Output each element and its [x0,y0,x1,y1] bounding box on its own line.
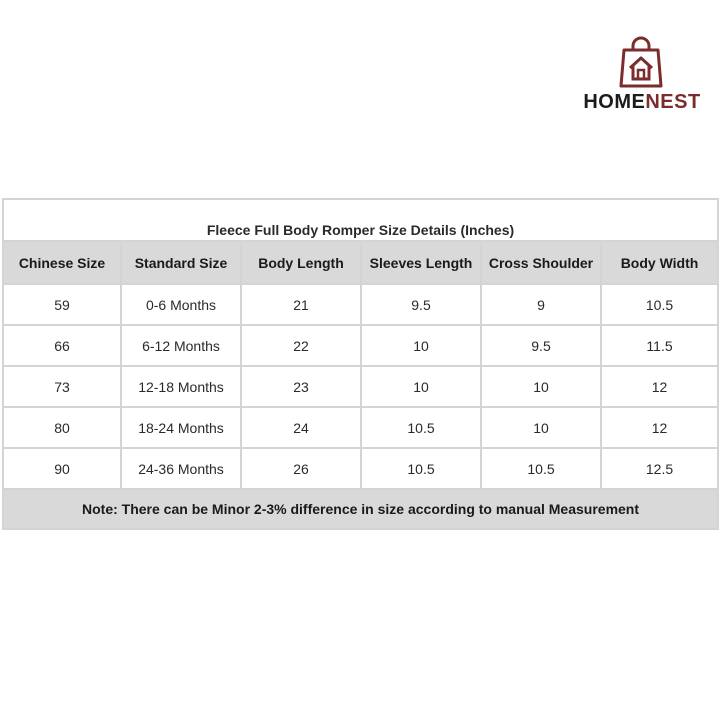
table-cell: 11.5 [601,325,718,366]
table-title-row [3,199,718,241]
table-cell: 59 [3,284,121,325]
table-cell: 22 [241,325,361,366]
table-cell: 26 [241,448,361,489]
column-header: Chinese Size [3,241,121,284]
table-cell: 80 [3,407,121,448]
table-cell: 10.5 [361,407,481,448]
table-cell: 10 [481,407,601,448]
column-header: Cross Shoulder [481,241,601,284]
column-header: Sleeves Length [361,241,481,284]
table-cell: 9.5 [361,284,481,325]
column-header: Body Length [241,241,361,284]
table-cell: 9.5 [481,325,601,366]
table-cell: 66 [3,325,121,366]
table-cell: 10 [481,366,601,407]
table-cell: 6-12 Months [121,325,241,366]
table-note-row [3,489,718,529]
table-cell: 0-6 Months [121,284,241,325]
table-cell: 24 [241,407,361,448]
column-header: Body Width [601,241,718,284]
size-chart-table [2,198,719,530]
table-cell: 12.5 [601,448,718,489]
shopping-bag-house-icon [618,36,664,88]
table-cell: 12 [601,366,718,407]
column-header: Standard Size [121,241,241,284]
table-row [3,325,718,366]
table-row [3,407,718,448]
table-cell: 18-24 Months [121,407,241,448]
table-row [3,366,718,407]
table-cell: 24-36 Months [121,448,241,489]
table-cell: 10.5 [481,448,601,489]
table-row [3,284,718,325]
table-cell: 12-18 Months [121,366,241,407]
table-cell: 9 [481,284,601,325]
table-row [3,448,718,489]
brand-logo [582,36,702,116]
brand-name-part1: HOME [583,91,646,113]
table-title: Fleece Full Body Romper Size Details (Inches) [3,199,718,241]
table-cell: 10 [361,366,481,407]
table-cell: 10.5 [601,284,718,325]
table-cell: 73 [3,366,121,407]
table-cell: 90 [3,448,121,489]
table-note: Note: There can be Minor 2-3% difference in size according to manual Measurement [3,489,718,529]
table-cell: 10.5 [361,448,481,489]
table-cell: 21 [241,284,361,325]
table-cell: 12 [601,407,718,448]
table-cell: 10 [361,325,481,366]
table-cell: 23 [241,366,361,407]
brand-name [582,90,702,114]
brand-name-part2: NEST [645,91,701,113]
table-header-row [3,241,718,284]
